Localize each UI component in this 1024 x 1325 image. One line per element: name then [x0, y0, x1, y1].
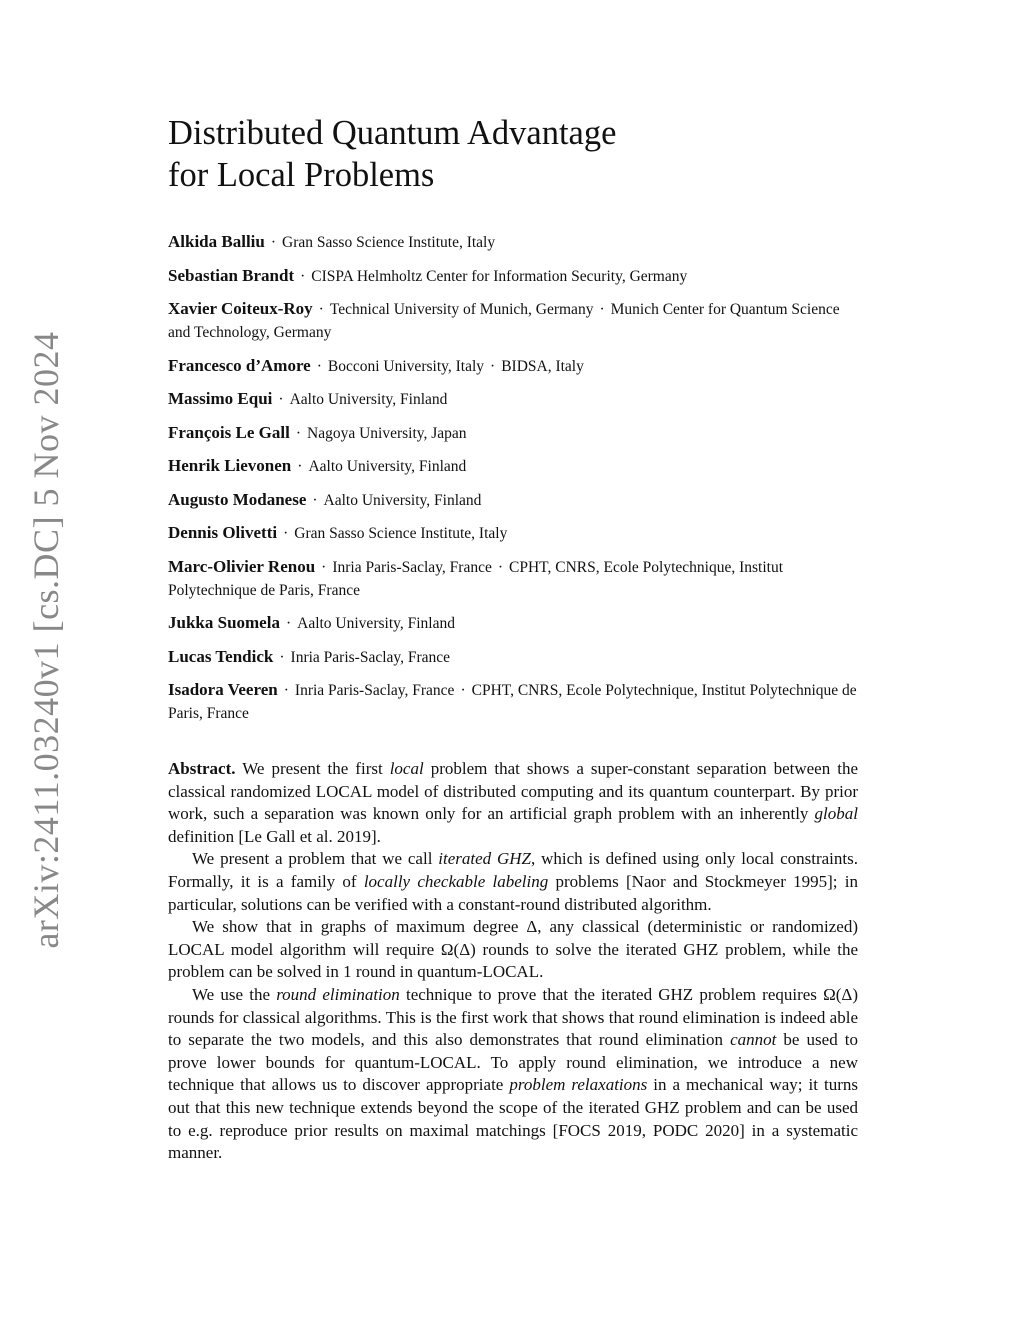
- abstract-text: technique to prove that the iterated GHZ problem requires Ω(Δ) rounds for classical algorithms. This is the first work that shows that round elimination is indeed able to separate the two models, and this also demonstrates that round elimination: [168, 984, 858, 1050]
- abstract-text: problems [Naor and Stockmeyer 1995]; in particular, solutions can be verified with a constant-round distributed algorithm.: [168, 871, 858, 914]
- affiliation-separator: ·: [283, 682, 289, 699]
- abstract-paragraph: [168, 848, 858, 916]
- arxiv-identifier-stamp: arXiv:2411.03240v1 [cs.DC] 5 Nov 2024: [26, 331, 66, 949]
- author-affiliation: Gran Sasso Science Institute, Italy: [282, 234, 496, 251]
- author-entry: [168, 230, 858, 254]
- author-name: Lucas Tendick: [168, 646, 274, 666]
- author-name: Massimo Equi: [168, 389, 273, 408]
- author-affiliation: Bocconi University, Italy: [327, 357, 485, 375]
- abstract-paragraph: [168, 984, 858, 1165]
- abstract-text: We present the first: [235, 759, 390, 778]
- abstract-label: Abstract.: [168, 759, 236, 778]
- affiliation-separator: ·: [316, 357, 322, 375]
- affiliation-separator: ·: [285, 615, 292, 632]
- author-name: Henrik Lievonen: [168, 456, 292, 475]
- abstract-emphasis: cannot: [730, 1030, 777, 1050]
- title-line-2: for Local Problems: [168, 156, 435, 194]
- author-name: Isadora Veeren: [168, 680, 278, 699]
- affiliation-separator: ·: [270, 234, 277, 251]
- author-name: Alkida Balliu: [168, 232, 265, 251]
- author-name: Xavier Coiteux-Roy: [168, 299, 313, 318]
- affiliation-separator: ·: [460, 682, 466, 699]
- abstract-text: in a mechanical way; it turns out that this new technique extends beyond the scope of the iterated GHZ problem and can be used to e.g. reproduce prior results on maximal matchings [FOCS 2019, PODC 2020] in a systematic manner.: [168, 1075, 858, 1163]
- affiliation-separator: ·: [321, 558, 327, 576]
- author-affiliation: CPHT, CNRS, Ecole Polytechnique, Institut Polytechnique de Paris, France: [168, 682, 857, 722]
- author-entry: [168, 297, 858, 344]
- affiliation-separator: ·: [490, 357, 496, 375]
- affiliation-separator: ·: [300, 267, 306, 285]
- author-entry: [168, 264, 858, 288]
- paper-title: [168, 112, 858, 196]
- author-entry: [168, 645, 858, 669]
- abstract-emphasis: iterated GHZ: [438, 849, 531, 869]
- abstract-text: definition [Le Gall et al. 2019].: [168, 826, 381, 846]
- author-affiliation: Aalto University, Finland: [323, 491, 482, 509]
- author-affiliation: Inria Paris-Saclay, France: [332, 558, 492, 576]
- author-affiliation: BIDSA, Italy: [501, 357, 584, 375]
- author-entry: [168, 678, 858, 725]
- affiliation-separator: ·: [278, 391, 284, 408]
- author-name: Jukka Suomela: [168, 613, 280, 632]
- author-affiliation: Aalto University, Finland: [308, 458, 467, 475]
- abstract-paragraph: [168, 916, 858, 984]
- abstract: [168, 758, 858, 1165]
- affiliation-separator: ·: [283, 525, 289, 542]
- abstract-text: problem that shows a super-constant separation between the classical randomized LOCAL model of distributed computing and its quantum counterpart. By prior work, such a separation was known only for an artificial graph problem with an inherently: [168, 759, 858, 824]
- author-affiliation: Technical University of Munich, Germany: [329, 301, 594, 318]
- author-entry: [168, 421, 858, 445]
- title-line-1: Distributed Quantum Advantage: [168, 114, 617, 152]
- affiliation-separator: ·: [295, 424, 301, 442]
- author-affiliation: Gran Sasso Science Institute, Italy: [294, 525, 508, 542]
- author-name: Francesco d’Amore: [168, 355, 311, 375]
- abstract-text: We present a problem that we call: [192, 849, 439, 869]
- author-affiliation: Inria Paris-Saclay, France: [290, 648, 451, 666]
- author-entry: [168, 488, 858, 512]
- abstract-paragraph: [168, 758, 858, 848]
- abstract-emphasis: global: [814, 804, 858, 824]
- affiliation-separator: ·: [312, 491, 318, 509]
- affiliation-separator: ·: [599, 301, 605, 318]
- author-entry: [168, 555, 858, 602]
- affiliation-separator: ·: [279, 648, 285, 666]
- author-affiliation: Aalto University, Finland: [289, 391, 448, 408]
- affiliation-separator: ·: [297, 458, 303, 475]
- author-affiliation: Inria Paris-Saclay, France: [294, 682, 455, 699]
- author-name: Dennis Olivetti: [168, 523, 278, 542]
- abstract-emphasis: locally checkable labeling: [363, 871, 549, 891]
- abstract-text: , which is defined using only local constraints. Formally, it is a family of: [168, 849, 858, 891]
- affiliation-separator: ·: [318, 301, 324, 318]
- author-entry: [168, 454, 858, 478]
- author-entry: [168, 387, 858, 411]
- abstract-emphasis: problem relaxations: [509, 1075, 648, 1095]
- abstract-text: be used to prove lower bounds for quantum-LOCAL. To apply round elimination, we introduce a new technique that allows us to discover appropriate: [168, 1030, 858, 1095]
- author-entry: [168, 521, 858, 545]
- author-affiliation: Munich Center for Quantum Science and Technology, Germany: [168, 301, 840, 341]
- abstract-text: We use the: [192, 984, 277, 1004]
- author-affiliation: Nagoya University, Japan: [307, 424, 467, 442]
- abstract-emphasis: local: [389, 759, 424, 778]
- author-affiliation: CISPA Helmholtz Center for Information Security, Germany: [311, 267, 688, 285]
- author-affiliation: Aalto University, Finland: [297, 615, 455, 632]
- affiliation-separator: ·: [497, 558, 504, 576]
- author-entry: [168, 354, 858, 378]
- author-list: [168, 230, 858, 735]
- abstract-emphasis: round elimination: [276, 984, 400, 1004]
- author-name: Sebastian Brandt: [168, 265, 295, 285]
- author-entry: [168, 611, 858, 635]
- author-affiliation: CPHT, CNRS, Ecole Polytechnique, Institut Polytechnique de Paris, France: [168, 558, 783, 599]
- author-name: Marc-Olivier Renou: [168, 556, 316, 576]
- author-name: François Le Gall: [168, 422, 290, 442]
- abstract-text: We show that in graphs of maximum degree Δ, any classical (deterministic or randomized) LOCAL model algorithm will require Ω(Δ) rounds to solve the iterated GHZ problem, while the problem can be solved in 1 round in quantum-LOCAL.: [168, 917, 858, 982]
- author-name: Augusto Modanese: [168, 489, 307, 509]
